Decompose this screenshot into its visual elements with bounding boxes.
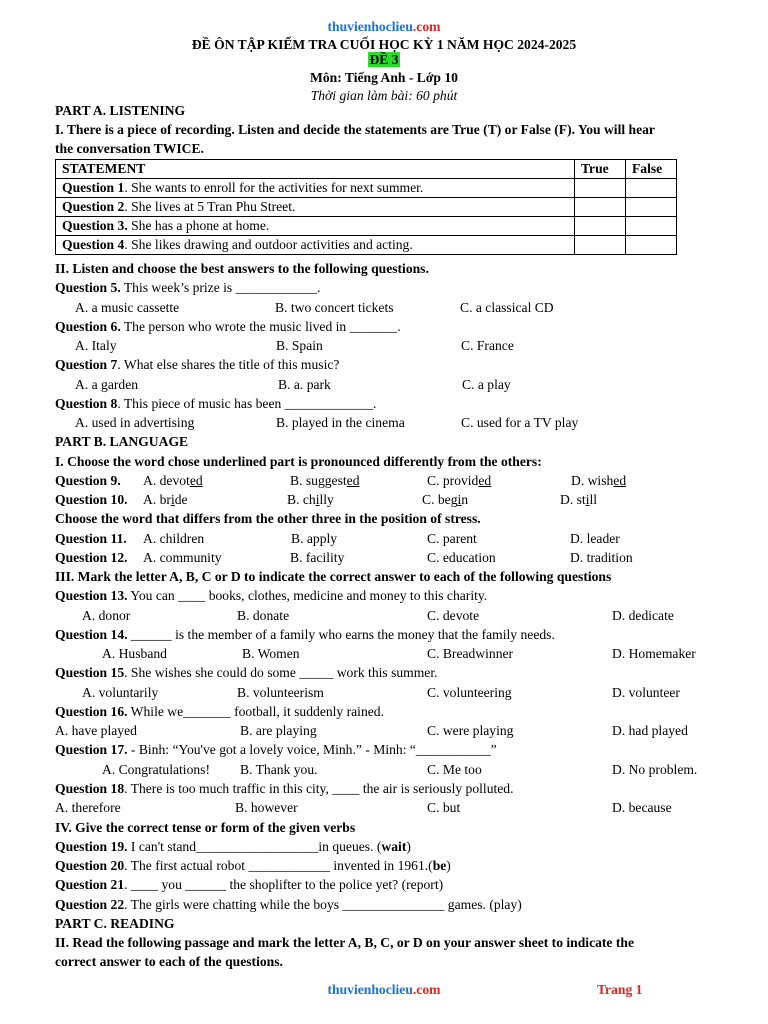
option-c[interactable] — [427, 473, 491, 489]
question-label: Question 12. — [55, 550, 128, 565]
question-text: I can't stand__________________in queues. ( — [127, 839, 382, 854]
question-9 — [55, 473, 121, 489]
question-label: Question 21 — [55, 877, 125, 892]
page-number: Trang 1 — [597, 982, 643, 997]
question-label: Question 10. — [55, 492, 128, 507]
option-a[interactable]: A. a music cassette — [75, 300, 180, 315]
option-text: B. ch — [287, 492, 316, 507]
false-cell[interactable] — [626, 236, 677, 255]
option-c[interactable] — [422, 492, 468, 508]
option-text: ll — [589, 492, 598, 507]
true-false-table — [55, 159, 677, 255]
option-b[interactable]: B. a. park — [278, 377, 331, 392]
true-header: True — [575, 160, 626, 179]
underlined-part: ed — [189, 473, 203, 488]
option-d[interactable]: D. dedicate — [612, 608, 674, 623]
option-a[interactable]: A. Husband — [102, 646, 167, 661]
option-c[interactable]: C. volunteering — [427, 685, 512, 700]
underlined-part: i — [170, 492, 175, 507]
option-b[interactable] — [287, 492, 334, 508]
question-text: While we_______ football, it suddenly rained. — [127, 704, 384, 719]
option-b[interactable]: B. two concert tickets — [275, 300, 394, 315]
true-cell[interactable] — [575, 236, 626, 255]
table-row — [56, 236, 677, 255]
section-b3-heading: III. Mark the letter A, B, C or D to indicate the correct answer to each of the following questions — [55, 569, 612, 584]
option-text: de — [174, 492, 188, 507]
section-c2-line1: II. Read the following passage and mark the letter A, B, C, or D on your answer sheet to indicate the — [55, 935, 634, 950]
question-label: Question 19. — [55, 839, 128, 854]
question-label: Question 14. — [55, 627, 128, 642]
question-5 — [55, 280, 321, 296]
question-text: You can ____ books, clothes, medicine and money to this charity. — [127, 588, 488, 603]
question-7 — [55, 357, 339, 373]
option-b[interactable]: B. facility — [290, 550, 345, 565]
option-text: D. st — [560, 492, 586, 507]
part-c-heading: PART C. READING — [55, 916, 175, 931]
option-text: C. provid — [427, 473, 479, 488]
question-label: Question 7 — [55, 357, 118, 372]
option-c[interactable]: C. a classical CD — [460, 300, 554, 315]
option-c[interactable]: C. Breadwinner — [427, 646, 514, 661]
question-text: ) — [406, 839, 411, 854]
exam-title: ĐỀ ÔN TẬP KIỂM TRA CUỐI HỌC KỲ 1 NĂM HỌC 2024-2025 — [191, 37, 577, 52]
option-a[interactable]: A. a garden — [75, 377, 139, 392]
question-22 — [55, 897, 522, 913]
question-18 — [55, 781, 514, 797]
question-label: Question 16. — [55, 704, 128, 719]
table-row — [56, 179, 677, 198]
section-1-line1: I. There is a piece of recording. Listen and decide the statements are True (T) or False (F). You will hear — [55, 122, 655, 137]
option-b[interactable] — [290, 473, 360, 489]
option-d[interactable]: D. tradition — [570, 550, 633, 565]
option-b[interactable]: B. are playing — [240, 723, 317, 738]
option-b[interactable]: B. apply — [291, 531, 338, 546]
option-b[interactable]: B. however — [235, 800, 298, 815]
section-b1-heading: I. Choose the word chose underlined part is pronounced differently from the others: — [55, 454, 542, 469]
statement-text: . She wants to enroll for the activities for next summer. — [124, 180, 424, 195]
question-label: Question 22 — [55, 897, 125, 912]
option-c[interactable]: C. devote — [427, 608, 480, 623]
false-cell[interactable] — [626, 179, 677, 198]
statement-cell — [56, 198, 575, 217]
question-text: - Binh: “You've got a lovely voice, Minh.” - Minh: “___________” — [127, 742, 497, 757]
exam-version: ĐỀ 3 — [369, 52, 399, 67]
question-14 — [55, 627, 555, 643]
option-b[interactable]: B. Women — [242, 646, 300, 661]
question-label: Question 13. — [55, 588, 128, 603]
option-c[interactable]: C. education — [427, 550, 496, 565]
table-row — [56, 198, 677, 217]
option-a[interactable]: A. Italy — [75, 338, 117, 353]
part-b-heading: PART B. LANGUAGE — [55, 434, 189, 449]
option-d[interactable]: D. volunteer — [612, 685, 680, 700]
section-b4-heading: IV. Give the correct tense or form of the given verbs — [55, 820, 356, 835]
subject-line: Môn: Tiếng Anh - Lớp 10 — [310, 70, 458, 85]
underlined-part: ed — [478, 473, 492, 488]
section-c2-line2: correct answer to each of the questions. — [55, 954, 283, 969]
question-text: This week’s prize is ____________. — [120, 280, 321, 295]
true-cell[interactable] — [575, 179, 626, 198]
option-b[interactable]: B. Spain — [276, 338, 323, 353]
site-header: thuvienhoclieu.com — [327, 19, 441, 34]
question-label: Question 17. — [55, 742, 128, 757]
option-c[interactable]: C. were playing — [427, 723, 514, 738]
part-a-heading: PART A. LISTENING — [55, 103, 186, 118]
statement-cell — [56, 179, 575, 198]
question-label: Question 5. — [55, 280, 121, 295]
option-b[interactable]: B. donate — [237, 608, 290, 623]
option-c[interactable]: C. a play — [462, 377, 511, 392]
question-label: Question 8 — [55, 396, 118, 411]
question-text: . She wishes she could do some _____ work this summer. — [124, 665, 438, 680]
option-text: D. wish — [571, 473, 614, 488]
false-header: False — [626, 160, 677, 179]
verb-hint: be — [432, 858, 447, 873]
statement-text: She has a phone at home. — [127, 218, 270, 233]
true-cell[interactable] — [575, 198, 626, 217]
option-c[interactable]: C. but — [427, 800, 461, 815]
question-text: . There is too much traffic in this city, ____ the air is seriously polluted. — [124, 781, 514, 796]
question-13 — [55, 588, 487, 604]
question-text: ______ is the member of a family who earns the money that the family needs. — [127, 627, 555, 642]
option-c[interactable]: C. France — [461, 338, 514, 353]
option-a[interactable]: A. have played — [55, 723, 137, 738]
table-row — [56, 217, 677, 236]
question-label: Question 4 — [62, 237, 125, 252]
option-d[interactable]: D. No problem. — [612, 762, 698, 777]
question-label: Question 6. — [55, 319, 121, 334]
question-label: Question 11. — [55, 531, 127, 546]
stress-heading: Choose the word that differs from the other three in the position of stress. — [55, 511, 481, 526]
question-label: Question 20 — [55, 858, 125, 873]
statement-cell — [56, 217, 575, 236]
question-label: Question 9. — [55, 473, 121, 488]
section-1-line2: the conversation TWICE. — [55, 141, 204, 156]
underlined-part: ed — [613, 473, 627, 488]
option-text: A. br — [143, 492, 171, 507]
statement-text: . She lives at 5 Tran Phu Street. — [124, 199, 296, 214]
option-d[interactable]: D. Homemaker — [612, 646, 696, 661]
option-a[interactable]: A. donor — [82, 608, 131, 623]
option-d[interactable]: D. had played — [612, 723, 688, 738]
site-footer: thuvienhoclieu.com — [327, 982, 441, 997]
option-d[interactable] — [571, 473, 626, 489]
verb-hint: wait — [381, 839, 407, 854]
question-16 — [55, 704, 384, 720]
option-a[interactable]: A. voluntarily — [82, 685, 159, 700]
question-text: . The first actual robot ____________ invented in 1961.( — [124, 858, 433, 873]
option-a[interactable]: A. used in advertising — [75, 415, 195, 430]
question-label: Question 18 — [55, 781, 125, 796]
statement-header: STATEMENT — [56, 160, 575, 179]
question-8 — [55, 396, 376, 412]
underlined-part: ed — [346, 473, 360, 488]
option-a[interactable]: A. children — [143, 531, 205, 546]
false-cell[interactable] — [626, 198, 677, 217]
true-cell[interactable] — [575, 217, 626, 236]
question-10 — [55, 492, 128, 508]
section-2-heading: II. Listen and choose the best answers to the following questions. — [55, 261, 429, 276]
question-12 — [55, 550, 128, 566]
option-text: B. suggest — [290, 473, 347, 488]
question-11 — [55, 531, 127, 547]
question-label: Question 15 — [55, 665, 125, 680]
option-c[interactable]: C. parent — [427, 531, 477, 546]
option-d[interactable]: D. leader — [570, 531, 620, 546]
option-d[interactable]: D. because — [612, 800, 672, 815]
option-text: n — [461, 492, 469, 507]
option-a[interactable]: A. therefore — [55, 800, 121, 815]
option-text: C. beg — [422, 492, 458, 507]
question-label: Question 2 — [62, 199, 125, 214]
question-label: Question 1 — [62, 180, 125, 195]
question-21 — [55, 877, 443, 893]
option-b[interactable]: B. played in the cinema — [276, 415, 405, 430]
underlined-part: i — [585, 492, 590, 507]
statement-text: . She likes drawing and outdoor activities and acting. — [124, 237, 413, 252]
underlined-part: i — [315, 492, 320, 507]
option-text: lly — [319, 492, 334, 507]
question-17 — [55, 742, 497, 758]
option-a[interactable]: A. community — [143, 550, 222, 565]
question-6 — [55, 319, 401, 335]
statement-cell — [56, 236, 575, 255]
underlined-part: i — [457, 492, 462, 507]
option-text: A. devot — [143, 473, 190, 488]
question-text: The person who wrote the music lived in _______. — [120, 319, 401, 334]
question-19 — [55, 839, 411, 855]
option-b[interactable]: B. Thank you. — [240, 762, 318, 777]
question-label: Question 3. — [62, 218, 128, 233]
table-header-row — [56, 160, 677, 179]
question-text: . ____ you ______ the shoplifter to the police yet? (report) — [124, 877, 444, 892]
question-20 — [55, 858, 451, 874]
option-c[interactable]: C. Me too — [427, 762, 482, 777]
question-15 — [55, 665, 438, 681]
question-text: . What else shares the title of this music? — [117, 357, 340, 372]
question-text: . The girls were chatting while the boys _______________ games. (play) — [124, 897, 522, 912]
question-text: . This piece of music has been _____________. — [117, 396, 377, 411]
option-a[interactable] — [143, 492, 188, 508]
false-cell[interactable] — [626, 217, 677, 236]
option-a[interactable] — [143, 473, 203, 489]
option-c[interactable]: C. used for a TV play — [461, 415, 579, 430]
time-line: Thời gian làm bài: 60 phút — [310, 88, 458, 103]
option-b[interactable]: B. volunteerism — [237, 685, 324, 700]
question-text: ) — [446, 858, 451, 873]
option-d[interactable] — [560, 492, 597, 508]
option-a[interactable]: A. Congratulations! — [102, 762, 210, 777]
